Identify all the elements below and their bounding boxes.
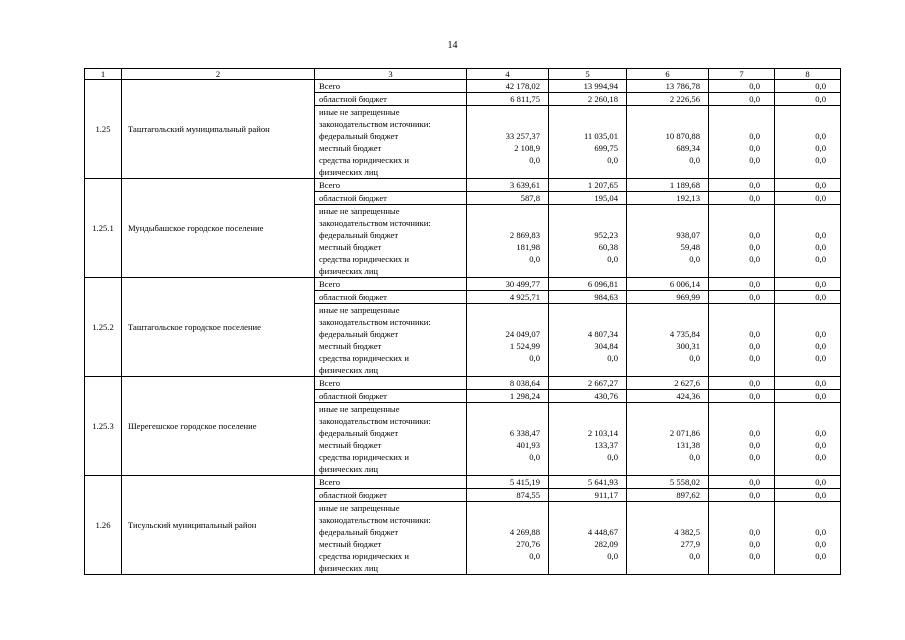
value-cell: 0,0 (709, 192, 775, 205)
value-cell-stack (709, 403, 775, 476)
local-value: 0,0 (749, 242, 760, 252)
value-cell: 874,55 (467, 489, 549, 502)
row-code: 1.25.1 (85, 179, 122, 278)
local-value: 277,9 (680, 539, 700, 549)
local-value: 401,93 (516, 440, 540, 450)
spacer-line (553, 304, 618, 316)
value-cell: 0,0 (775, 489, 841, 502)
spacer-line (471, 304, 540, 316)
source-label: средства юридических и (319, 353, 409, 363)
source-label: Всего (315, 80, 467, 93)
spacer-line (553, 217, 618, 229)
spacer-line (471, 205, 540, 217)
federal-value: 0,0 (815, 329, 826, 339)
value-cell: 0,0 (709, 179, 775, 192)
federal-value: 0,0 (749, 131, 760, 141)
spacer-line (631, 217, 700, 229)
federal-value: 2 103,14 (587, 428, 618, 438)
legal-value: 0,0 (689, 254, 700, 264)
spacer-line (631, 106, 700, 118)
source-label: законодательством источники: (319, 515, 431, 525)
federal-value: 0,0 (749, 428, 760, 438)
source-label: законодательством источники: (319, 416, 431, 426)
row-name: Мундыбашское городское поселение (122, 179, 315, 278)
federal-value: 4 735,84 (669, 329, 700, 339)
row-code: 1.25 (85, 80, 122, 179)
spacer-line (553, 403, 618, 415)
federal-value: 4 807,34 (587, 329, 618, 339)
row-name: Тисульский муниципальный район (122, 476, 315, 575)
value-cell: 1 189,68 (627, 179, 709, 192)
spacer-line (631, 403, 700, 415)
group-row-total (85, 278, 841, 291)
local-value: 689,34 (676, 143, 700, 153)
spacer-line (713, 415, 760, 427)
spacer-line (779, 415, 826, 427)
federal-value: 0,0 (815, 527, 826, 537)
source-label: местный бюджет (319, 242, 382, 252)
source-label: законодательством источники: (319, 218, 431, 228)
spacer-line (779, 316, 826, 328)
source-label: федеральный бюджет (319, 131, 399, 141)
value-cell: 0,0 (775, 476, 841, 489)
source-label: законодательством источники: (319, 119, 431, 129)
value-cell-stack (467, 403, 549, 476)
spacer-line (553, 205, 618, 217)
source-label: Всего (315, 476, 467, 489)
legal-value: 0,0 (607, 254, 618, 264)
page-number: 14 (447, 40, 458, 51)
federal-value: 0,0 (749, 230, 760, 240)
value-cell: 2 667,27 (549, 377, 627, 390)
row-code: 1.25.3 (85, 377, 122, 476)
source-label: местный бюджет (319, 341, 382, 351)
value-cell: 5 641,93 (549, 476, 627, 489)
value-cell: 0,0 (775, 179, 841, 192)
value-cell: 0,0 (775, 93, 841, 106)
local-value: 0,0 (749, 440, 760, 450)
value-cell: 42 178,02 (467, 80, 549, 93)
spacer-line (471, 514, 540, 526)
legal-value: 0,0 (529, 551, 540, 561)
local-value: 0,0 (815, 341, 826, 351)
local-value: 0,0 (815, 440, 826, 450)
value-cell-stack (467, 205, 549, 278)
header-cell: 4 (467, 69, 549, 80)
value-cell-stack (775, 502, 841, 575)
value-cell-stack (775, 403, 841, 476)
group-row-total (85, 377, 841, 390)
source-breakdown-labels (315, 205, 467, 278)
value-cell: 2 226,56 (627, 93, 709, 106)
value-cell: 984,63 (549, 291, 627, 304)
source-label: областной бюджет (315, 93, 467, 106)
value-cell-stack (775, 106, 841, 179)
legal-value: 0,0 (689, 155, 700, 165)
header-cell: 7 (709, 69, 775, 80)
value-cell-stack (549, 403, 627, 476)
value-cell: 13 786,78 (627, 80, 709, 93)
source-label: средства юридических и (319, 551, 409, 561)
spacer-line (553, 514, 618, 526)
legal-value: 0,0 (749, 155, 760, 165)
spacer-line (713, 403, 760, 415)
value-cell-stack (549, 106, 627, 179)
value-cell: 0,0 (775, 390, 841, 403)
source-label: иные не запрещенные (319, 206, 400, 216)
source-label: физических лиц (319, 563, 379, 573)
spacer-line (553, 106, 618, 118)
value-cell-stack (709, 304, 775, 377)
header-cell: 6 (627, 69, 709, 80)
source-label: физических лиц (319, 167, 379, 177)
legal-value: 0,0 (689, 353, 700, 363)
local-value: 0,0 (815, 539, 826, 549)
spacer-line (779, 217, 826, 229)
federal-value: 4 269,88 (509, 527, 540, 537)
row-name: Таштагольское городское поселение (122, 278, 315, 377)
value-cell: 195,04 (549, 192, 627, 205)
federal-value: 0,0 (749, 527, 760, 537)
header-cell: 2 (122, 69, 315, 80)
federal-value: 33 257,37 (505, 131, 540, 141)
spacer-line (713, 316, 760, 328)
local-value: 270,76 (516, 539, 540, 549)
value-cell-stack (549, 502, 627, 575)
value-cell: 5 415,19 (467, 476, 549, 489)
legal-value: 0,0 (689, 452, 700, 462)
local-value: 282,09 (594, 539, 618, 549)
legal-value: 0,0 (529, 254, 540, 264)
source-label: иные не запрещенные (319, 404, 400, 414)
legal-value: 0,0 (815, 551, 826, 561)
source-label: федеральный бюджет (319, 329, 399, 339)
value-cell: 5 558,02 (627, 476, 709, 489)
legal-value: 0,0 (815, 353, 826, 363)
spacer-line (471, 502, 540, 514)
spacer-line (471, 415, 540, 427)
value-cell: 8 038,64 (467, 377, 549, 390)
spacer-line (779, 403, 826, 415)
source-label: иные не запрещенные (319, 503, 400, 513)
source-breakdown-labels (315, 106, 467, 179)
federal-value: 952,23 (594, 230, 618, 240)
value-cell: 897,62 (627, 489, 709, 502)
local-value: 300,31 (676, 341, 700, 351)
value-cell: 0,0 (709, 80, 775, 93)
value-cell-stack (627, 403, 709, 476)
value-cell: 0,0 (709, 291, 775, 304)
value-cell: 6 811,75 (467, 93, 549, 106)
value-cell: 0,0 (709, 476, 775, 489)
header-cell: 8 (775, 69, 841, 80)
source-label: федеральный бюджет (319, 428, 399, 438)
spacer-line (471, 217, 540, 229)
local-value: 0,0 (815, 242, 826, 252)
source-label: средства юридических и (319, 254, 409, 264)
spacer-line (713, 205, 760, 217)
legal-value: 0,0 (529, 155, 540, 165)
value-cell-stack (775, 304, 841, 377)
legal-value: 0,0 (749, 551, 760, 561)
source-label: физических лиц (319, 365, 379, 375)
value-cell-stack (709, 502, 775, 575)
value-cell: 587,8 (467, 192, 549, 205)
header-cell: 5 (549, 69, 627, 80)
value-cell: 2 260,18 (549, 93, 627, 106)
spacer-line (713, 217, 760, 229)
value-cell: 2 627,6 (627, 377, 709, 390)
local-value: 1 524,99 (509, 341, 540, 351)
legal-value: 0,0 (607, 155, 618, 165)
legal-value: 0,0 (689, 551, 700, 561)
spacer-line (553, 316, 618, 328)
value-cell: 0,0 (709, 489, 775, 502)
row-code: 1.25.2 (85, 278, 122, 377)
spacer-line (631, 205, 700, 217)
source-label: физических лиц (319, 464, 379, 474)
value-cell: 0,0 (709, 93, 775, 106)
spacer-line (713, 502, 760, 514)
source-label: областной бюджет (315, 390, 467, 403)
value-cell: 30 499,77 (467, 278, 549, 291)
spacer-line (713, 106, 760, 118)
local-value: 60,38 (598, 242, 618, 252)
value-cell: 4 925,71 (467, 291, 549, 304)
value-cell-stack (549, 205, 627, 278)
value-cell: 0,0 (775, 80, 841, 93)
value-cell-stack (627, 106, 709, 179)
source-breakdown-labels (315, 403, 467, 476)
legal-value: 0,0 (749, 353, 760, 363)
value-cell: 1 207,65 (549, 179, 627, 192)
local-value: 181,98 (516, 242, 540, 252)
spacer-line (471, 106, 540, 118)
legal-value: 0,0 (749, 254, 760, 264)
legal-value: 0,0 (607, 452, 618, 462)
local-value: 0,0 (749, 341, 760, 351)
source-label: Всего (315, 278, 467, 291)
source-breakdown-labels (315, 502, 467, 575)
spacer-line (779, 304, 826, 316)
header-cell: 3 (315, 69, 467, 80)
spacer-line (779, 514, 826, 526)
source-label: местный бюджет (319, 440, 382, 450)
value-cell-stack (709, 106, 775, 179)
source-label: федеральный бюджет (319, 230, 399, 240)
spacer-line (779, 205, 826, 217)
local-value: 304,84 (594, 341, 618, 351)
value-cell-stack (467, 502, 549, 575)
value-cell: 0,0 (775, 377, 841, 390)
row-name: Таштагольский муниципальный район (122, 80, 315, 179)
value-cell-stack (627, 304, 709, 377)
local-value: 2 108,9 (514, 143, 540, 153)
value-cell: 969,99 (627, 291, 709, 304)
value-cell: 1 298,24 (467, 390, 549, 403)
legal-value: 0,0 (815, 254, 826, 264)
legal-value: 0,0 (607, 551, 618, 561)
local-value: 133,37 (594, 440, 618, 450)
federal-value: 4 382,5 (674, 527, 700, 537)
value-cell-stack (627, 205, 709, 278)
value-cell: 424,36 (627, 390, 709, 403)
federal-value: 0,0 (749, 329, 760, 339)
group-row-total (85, 476, 841, 489)
value-cell: 0,0 (775, 278, 841, 291)
federal-value: 2 869,83 (509, 230, 540, 240)
local-value: 0,0 (749, 143, 760, 153)
budget-table (84, 68, 841, 575)
source-label: местный бюджет (319, 539, 382, 549)
spacer-line (471, 403, 540, 415)
federal-value: 4 448,67 (587, 527, 618, 537)
federal-value: 0,0 (815, 230, 826, 240)
local-value: 0,0 (749, 539, 760, 549)
value-cell-stack (709, 205, 775, 278)
spacer-line (471, 316, 540, 328)
value-cell-stack (549, 304, 627, 377)
legal-value: 0,0 (815, 155, 826, 165)
source-label: областной бюджет (315, 192, 467, 205)
spacer-line (631, 502, 700, 514)
row-code: 1.26 (85, 476, 122, 575)
value-cell: 192,13 (627, 192, 709, 205)
value-cell-stack (467, 106, 549, 179)
value-cell: 6 006,14 (627, 278, 709, 291)
source-breakdown-labels (315, 304, 467, 377)
spacer-line (631, 514, 700, 526)
federal-value: 11 035,01 (583, 131, 618, 141)
legal-value: 0,0 (529, 353, 540, 363)
source-label: Всего (315, 377, 467, 390)
spacer-line (553, 118, 618, 130)
value-cell: 0,0 (709, 278, 775, 291)
spacer-line (631, 316, 700, 328)
legal-value: 0,0 (815, 452, 826, 462)
value-cell: 0,0 (775, 291, 841, 304)
value-cell: 430,76 (549, 390, 627, 403)
spacer-line (779, 502, 826, 514)
federal-value: 0,0 (815, 131, 826, 141)
spacer-line (553, 415, 618, 427)
spacer-line (631, 118, 700, 130)
row-name: Шерегешское городское поселение (122, 377, 315, 476)
source-label: законодательством источники: (319, 317, 431, 327)
federal-value: 938,07 (676, 230, 700, 240)
legal-value: 0,0 (749, 452, 760, 462)
source-label: областной бюджет (315, 291, 467, 304)
header-cell: 1 (85, 69, 122, 80)
spacer-line (471, 118, 540, 130)
source-label: физических лиц (319, 266, 379, 276)
header-row (85, 69, 841, 80)
federal-value: 0,0 (815, 428, 826, 438)
value-cell-stack (627, 502, 709, 575)
local-value: 131,38 (676, 440, 700, 450)
local-value: 59,48 (680, 242, 700, 252)
value-cell-stack (775, 205, 841, 278)
federal-value: 6 338,47 (509, 428, 540, 438)
spacer-line (631, 304, 700, 316)
legal-value: 0,0 (529, 452, 540, 462)
spacer-line (713, 118, 760, 130)
source-label: местный бюджет (319, 143, 382, 153)
value-cell: 0,0 (709, 377, 775, 390)
value-cell-stack (467, 304, 549, 377)
source-label: иные не запрещенные (319, 305, 400, 315)
value-cell: 0,0 (775, 192, 841, 205)
value-cell: 13 994,94 (549, 80, 627, 93)
local-value: 0,0 (815, 143, 826, 153)
source-label: иные не запрещенные (319, 107, 400, 117)
spacer-line (553, 502, 618, 514)
federal-value: 24 049,07 (505, 329, 540, 339)
group-row-total (85, 80, 841, 93)
source-label: областной бюджет (315, 489, 467, 502)
spacer-line (631, 415, 700, 427)
spacer-line (713, 514, 760, 526)
federal-value: 2 071,86 (669, 428, 700, 438)
local-value: 699,75 (594, 143, 618, 153)
value-cell: 6 096,81 (549, 278, 627, 291)
source-label: федеральный бюджет (319, 527, 399, 537)
spacer-line (779, 118, 826, 130)
federal-value: 10 870,88 (665, 131, 700, 141)
value-cell: 0,0 (709, 390, 775, 403)
legal-value: 0,0 (607, 353, 618, 363)
source-label: Всего (315, 179, 467, 192)
group-row-total (85, 179, 841, 192)
value-cell: 911,17 (549, 489, 627, 502)
spacer-line (713, 304, 760, 316)
source-label: средства юридических и (319, 452, 409, 462)
source-label: средства юридических и (319, 155, 409, 165)
spacer-line (779, 106, 826, 118)
value-cell: 3 639,61 (467, 179, 549, 192)
